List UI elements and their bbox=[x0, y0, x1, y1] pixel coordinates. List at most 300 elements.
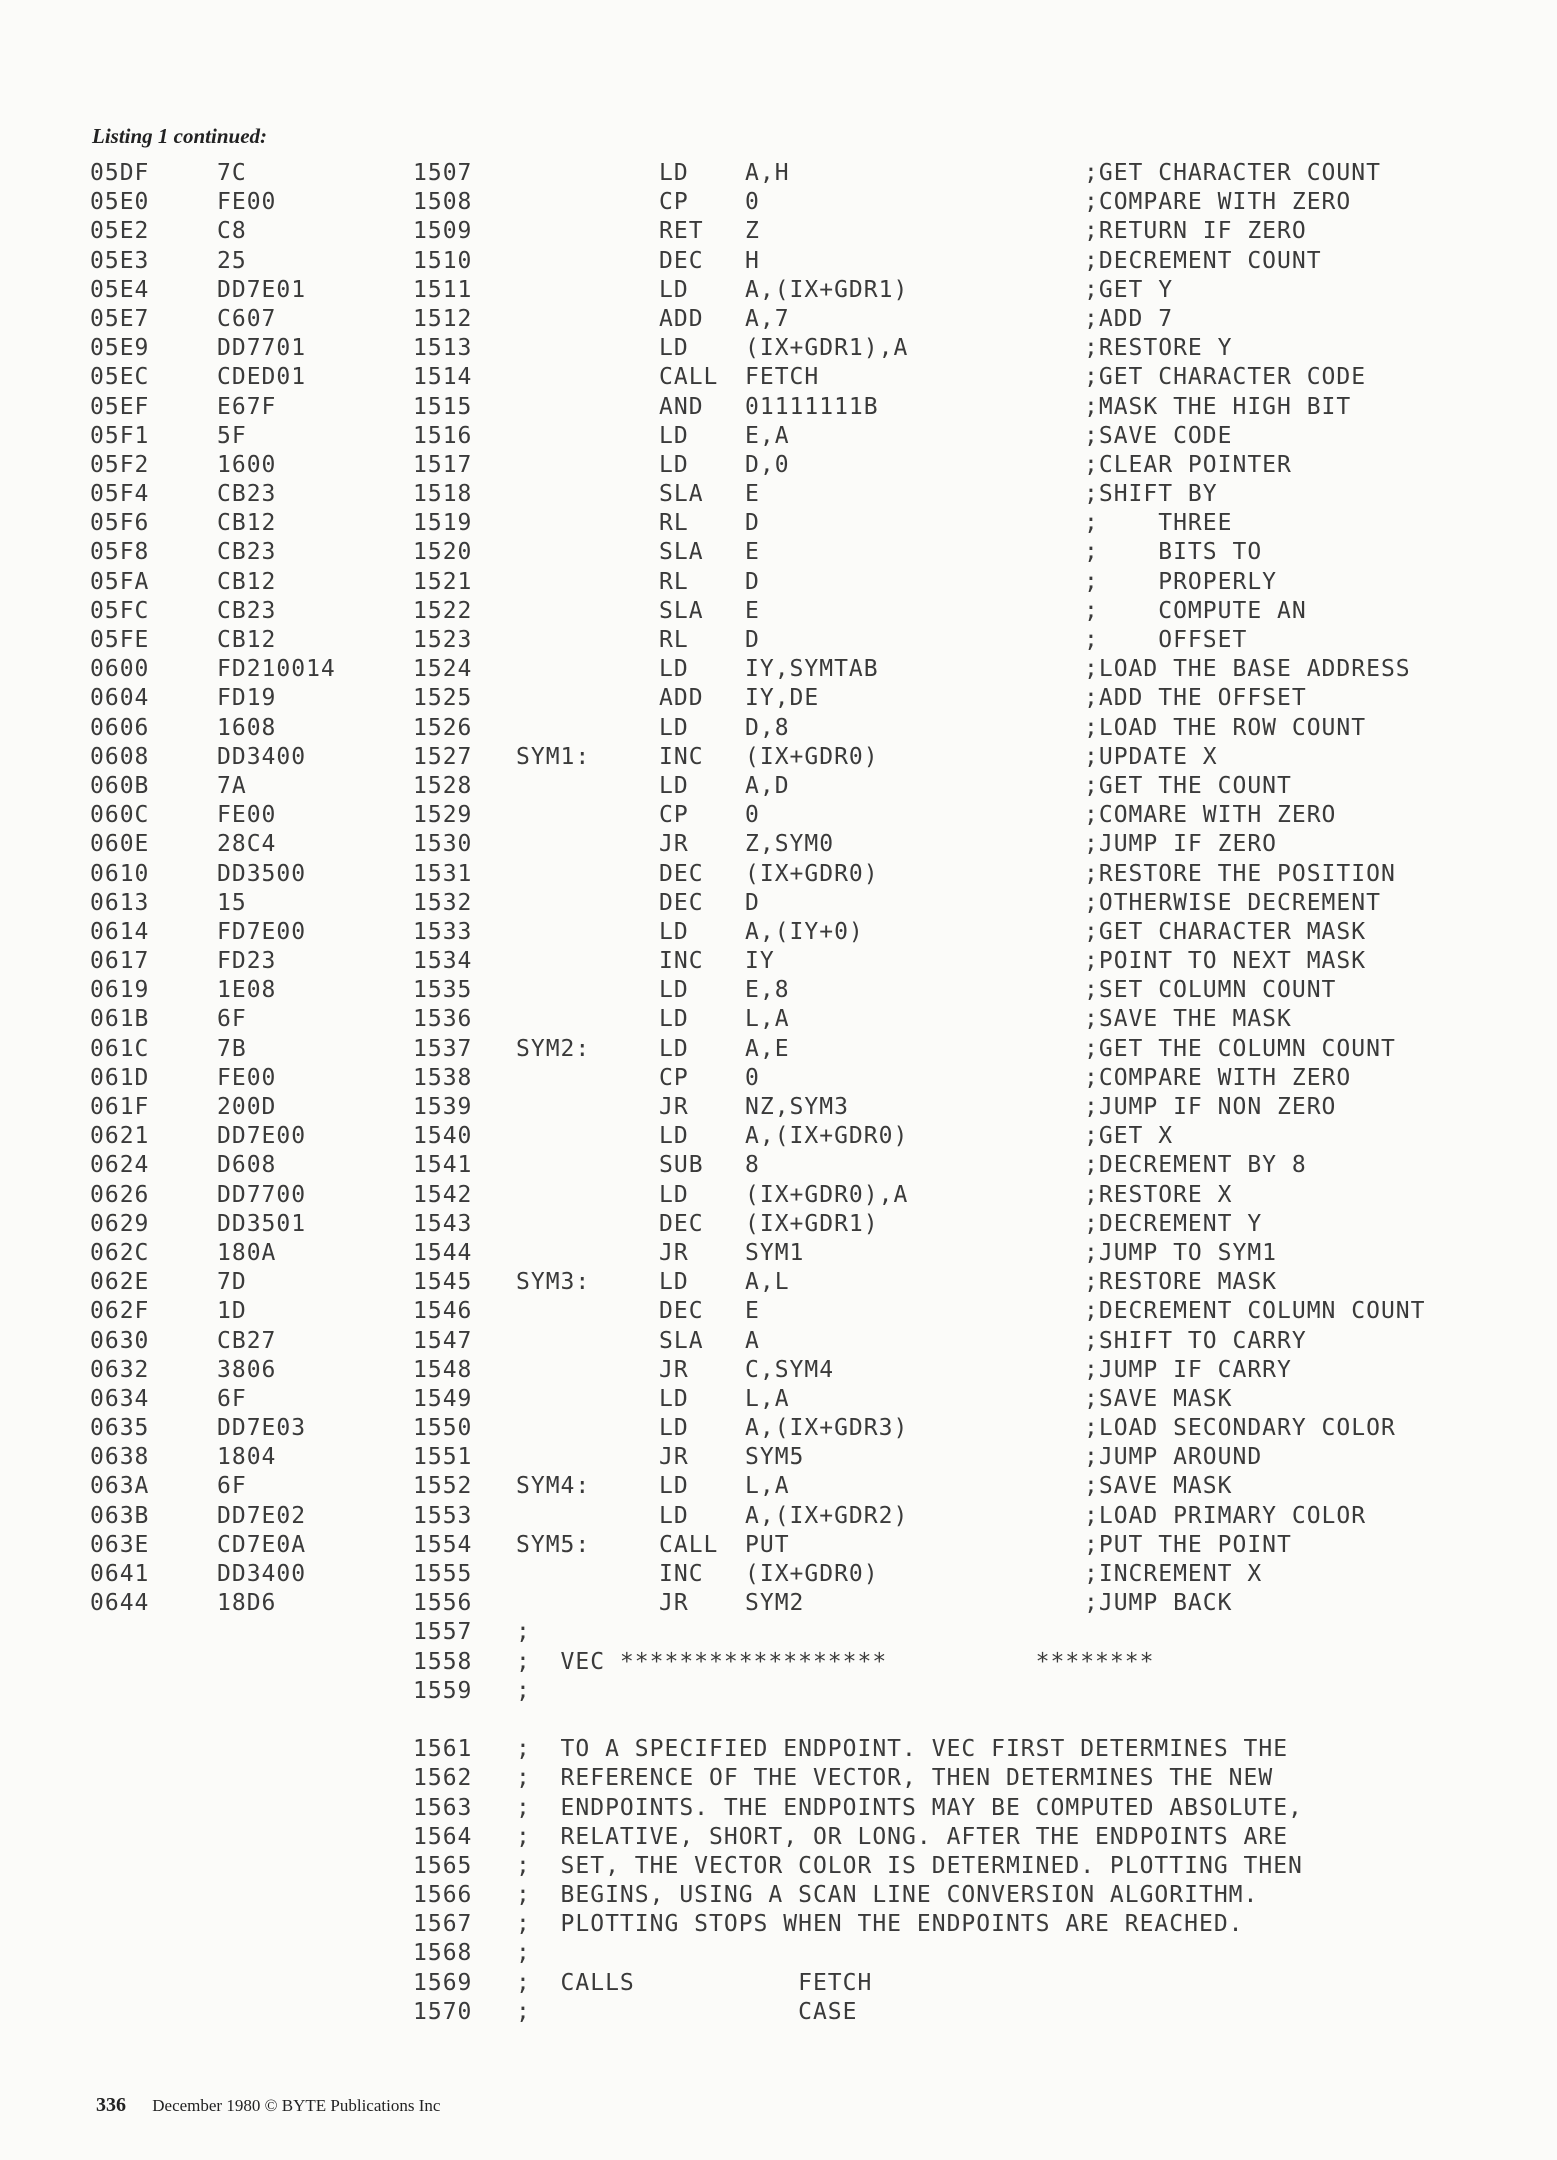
object-code: DD7700 bbox=[217, 1181, 307, 1208]
address: 0619 bbox=[90, 977, 150, 1004]
address: 062C bbox=[90, 1239, 150, 1266]
operand: (IX+GDR0),A bbox=[745, 1181, 909, 1208]
object-code: 200D bbox=[217, 1094, 277, 1120]
comment: ;LOAD PRIMARY COLOR bbox=[1084, 1502, 1367, 1529]
operand: D,8 bbox=[745, 714, 790, 741]
address: 0632 bbox=[90, 1356, 150, 1383]
comment: ;RESTORE X bbox=[1084, 1181, 1233, 1208]
address: 0600 bbox=[90, 656, 150, 683]
line-number: 1513 bbox=[413, 335, 473, 362]
comment-text: ; bbox=[516, 1940, 531, 1967]
address: 05F4 bbox=[90, 481, 150, 508]
operand: D bbox=[745, 627, 760, 653]
comment: ;SHIFT BY bbox=[1084, 481, 1218, 508]
line-number: 1535 bbox=[413, 977, 473, 1004]
line-number: 1522 bbox=[413, 597, 473, 624]
line-number: 1554 bbox=[413, 1531, 473, 1558]
operand: Z,SYM0 bbox=[745, 831, 835, 858]
comment: ;ADD THE OFFSET bbox=[1084, 685, 1307, 712]
object-code: 28C4 bbox=[217, 831, 277, 858]
comment: ; THREE bbox=[1084, 510, 1233, 537]
comment: ;SAVE CODE bbox=[1084, 422, 1233, 449]
comment: ;LOAD SECONDARY COLOR bbox=[1084, 1415, 1396, 1442]
comment: ;GET CHARACTER COUNT bbox=[1084, 160, 1381, 186]
line-number: 1545 bbox=[413, 1269, 473, 1296]
operand: IY,SYMTAB bbox=[745, 656, 879, 683]
address: 060E bbox=[90, 831, 150, 858]
opcode: DEC bbox=[659, 1210, 704, 1237]
line-number: 1562 bbox=[413, 1765, 473, 1792]
comment: ;CLEAR POINTER bbox=[1084, 451, 1292, 478]
operand: A,L bbox=[745, 1269, 790, 1296]
object-code: 1804 bbox=[217, 1444, 277, 1471]
opcode: LD bbox=[659, 1123, 689, 1150]
address: 05EF bbox=[90, 393, 150, 420]
comment: ;SHIFT TO CARRY bbox=[1084, 1327, 1307, 1354]
operand: A,D bbox=[745, 772, 790, 799]
operand: D bbox=[745, 568, 760, 595]
operand: 0 bbox=[745, 802, 760, 829]
line-number: 1516 bbox=[413, 422, 473, 449]
object-code: FD210014 bbox=[217, 656, 336, 683]
operand: IY,DE bbox=[745, 685, 820, 712]
object-code: 1D bbox=[217, 1298, 247, 1325]
opcode: SLA bbox=[659, 597, 704, 624]
address: 0614 bbox=[90, 918, 150, 945]
opcode: ADD bbox=[659, 685, 704, 712]
address: 0638 bbox=[90, 1444, 150, 1471]
line-number: 1542 bbox=[413, 1181, 473, 1208]
line-number: 1536 bbox=[413, 1006, 473, 1033]
operand: C,SYM4 bbox=[745, 1356, 835, 1383]
address: 0617 bbox=[90, 948, 150, 975]
comment: ;LOAD THE BASE ADDRESS bbox=[1084, 656, 1411, 683]
line-number: 1517 bbox=[413, 451, 473, 478]
address: 061B bbox=[90, 1006, 150, 1033]
line-number: 1507 bbox=[413, 160, 473, 186]
operand: (IX+GDR0) bbox=[745, 860, 879, 887]
comment: ;SET COLUMN COUNT bbox=[1084, 977, 1337, 1004]
opcode: RL bbox=[659, 568, 689, 595]
line-number: 1523 bbox=[413, 627, 473, 653]
object-code: 6F bbox=[217, 1385, 247, 1412]
object-code: DD7E01 bbox=[217, 276, 307, 303]
address: 063A bbox=[90, 1473, 150, 1500]
comment: ;MASK THE HIGH BIT bbox=[1084, 393, 1352, 420]
operand: L,A bbox=[745, 1385, 790, 1412]
address: 05E2 bbox=[90, 218, 150, 245]
object-code: FD7E00 bbox=[217, 918, 307, 945]
line-number: 1532 bbox=[413, 889, 473, 916]
comment: ;GET Y bbox=[1084, 276, 1174, 303]
operand: A,(IX+GDR3) bbox=[745, 1415, 909, 1442]
address: 05F6 bbox=[90, 510, 150, 537]
comment: ;SAVE MASK bbox=[1084, 1385, 1233, 1412]
line-number: 1561 bbox=[413, 1736, 473, 1763]
address: 05E4 bbox=[90, 276, 150, 303]
address: 0644 bbox=[90, 1590, 150, 1617]
comment: ;GET X bbox=[1084, 1123, 1174, 1150]
operand: Z bbox=[745, 218, 760, 245]
opcode: DEC bbox=[659, 1298, 704, 1325]
operand: 0 bbox=[745, 1064, 760, 1091]
opcode: LD bbox=[659, 335, 689, 362]
line-number: 1564 bbox=[413, 1823, 473, 1850]
comment: ; BITS TO bbox=[1084, 539, 1263, 566]
comment: ;INCREMENT X bbox=[1084, 1561, 1263, 1587]
opcode: LD bbox=[659, 714, 689, 741]
object-code: DD7701 bbox=[217, 335, 307, 362]
comment: ;SAVE MASK bbox=[1084, 1473, 1233, 1500]
operand: H bbox=[745, 247, 760, 274]
label: SYM5: bbox=[516, 1531, 591, 1558]
operand: E,A bbox=[745, 422, 790, 449]
line-number: 1543 bbox=[413, 1210, 473, 1237]
opcode: INC bbox=[659, 743, 704, 770]
operand: A,(IY+0) bbox=[745, 918, 864, 945]
address: 0641 bbox=[90, 1561, 150, 1587]
opcode: LD bbox=[659, 160, 689, 186]
line-number: 1550 bbox=[413, 1415, 473, 1442]
operand: IY bbox=[745, 948, 775, 975]
opcode: LD bbox=[659, 1006, 689, 1033]
comment: ;JUMP BACK bbox=[1084, 1590, 1233, 1617]
opcode: CP bbox=[659, 802, 689, 829]
line-number: 1540 bbox=[413, 1123, 473, 1150]
address: 0634 bbox=[90, 1385, 150, 1412]
line-number: 1520 bbox=[413, 539, 473, 566]
label: SYM2: bbox=[516, 1035, 591, 1062]
line-number: 1527 bbox=[413, 743, 473, 770]
object-code: CB23 bbox=[217, 539, 277, 566]
operand: (IX+GDR0) bbox=[745, 743, 879, 770]
operand: (IX+GDR0) bbox=[745, 1561, 879, 1587]
label: SYM1: bbox=[516, 743, 591, 770]
comment: ;RESTORE Y bbox=[1084, 335, 1233, 362]
label: SYM4: bbox=[516, 1473, 591, 1500]
object-code: 6F bbox=[217, 1473, 247, 1500]
line-number: 1541 bbox=[413, 1152, 473, 1179]
address: 05F2 bbox=[90, 451, 150, 478]
object-code: 15 bbox=[217, 889, 247, 916]
page-number: 336 bbox=[96, 2094, 126, 2116]
comment: ;DECREMENT BY 8 bbox=[1084, 1152, 1307, 1179]
address: 0608 bbox=[90, 743, 150, 770]
opcode: LD bbox=[659, 1035, 689, 1062]
address: 05EC bbox=[90, 364, 150, 391]
address: 05F8 bbox=[90, 539, 150, 566]
object-code: FD23 bbox=[217, 948, 277, 975]
address: 05F1 bbox=[90, 422, 150, 449]
comment: ;COMARE WITH ZERO bbox=[1084, 802, 1337, 829]
object-code: DD7E02 bbox=[217, 1502, 307, 1529]
comment-text: ; VEC ****************** ******** bbox=[516, 1648, 1155, 1675]
object-code: 5F bbox=[217, 422, 247, 449]
opcode: INC bbox=[659, 1561, 704, 1587]
address: 0624 bbox=[90, 1152, 150, 1179]
line-number: 1531 bbox=[413, 860, 473, 887]
listing-caption: Listing 1 continued: bbox=[92, 124, 268, 148]
line-number: 1511 bbox=[413, 276, 473, 303]
comment: ;GET CHARACTER MASK bbox=[1084, 918, 1367, 945]
opcode: DEC bbox=[659, 247, 704, 274]
opcode: LD bbox=[659, 276, 689, 303]
opcode: RL bbox=[659, 510, 689, 537]
operand: D bbox=[745, 510, 760, 537]
comment-text: ; TO A SPECIFIED ENDPOINT. VEC FIRST DETERMINES THE bbox=[516, 1736, 1289, 1763]
object-code: 1E08 bbox=[217, 977, 277, 1004]
comment: ;JUMP IF ZERO bbox=[1084, 831, 1278, 858]
label: SYM3: bbox=[516, 1269, 591, 1296]
operand: L,A bbox=[745, 1473, 790, 1500]
operand: NZ,SYM3 bbox=[745, 1094, 849, 1120]
operand: SYM2 bbox=[745, 1590, 805, 1617]
line-number: 1519 bbox=[413, 510, 473, 537]
object-code: CB12 bbox=[217, 568, 277, 595]
operand: L,A bbox=[745, 1006, 790, 1033]
object-code: 180A bbox=[217, 1239, 277, 1266]
comment-text: ; PLOTTING STOPS WHEN THE ENDPOINTS ARE REACHED. bbox=[516, 1911, 1244, 1938]
address: 05E7 bbox=[90, 305, 150, 332]
object-code: C8 bbox=[217, 218, 247, 245]
address: 0621 bbox=[90, 1123, 150, 1150]
line-number: 1568 bbox=[413, 1940, 473, 1967]
opcode: DEC bbox=[659, 889, 704, 916]
object-code: FE00 bbox=[217, 189, 277, 216]
line-number: 1514 bbox=[413, 364, 473, 391]
line-number: 1555 bbox=[413, 1561, 473, 1587]
line-number: 1548 bbox=[413, 1356, 473, 1383]
line-number: 1552 bbox=[413, 1473, 473, 1500]
address: 061D bbox=[90, 1064, 150, 1091]
address: 05FA bbox=[90, 568, 150, 595]
object-code: 25 bbox=[217, 247, 247, 274]
comment: ;GET THE COUNT bbox=[1084, 772, 1292, 799]
opcode: LD bbox=[659, 918, 689, 945]
line-number: 1546 bbox=[413, 1298, 473, 1325]
opcode: JR bbox=[659, 1239, 689, 1266]
comment: ; PROPERLY bbox=[1084, 568, 1278, 595]
comment: ;UPDATE X bbox=[1084, 743, 1218, 770]
opcode: JR bbox=[659, 1356, 689, 1383]
comment: ;JUMP TO SYM1 bbox=[1084, 1239, 1278, 1266]
object-code: 3806 bbox=[217, 1356, 277, 1383]
opcode: LD bbox=[659, 772, 689, 799]
line-number: 1510 bbox=[413, 247, 473, 274]
line-number: 1533 bbox=[413, 918, 473, 945]
object-code: 1600 bbox=[217, 451, 277, 478]
address: 063B bbox=[90, 1502, 150, 1529]
comment-text: ; BEGINS, USING A SCAN LINE CONVERSION ALGORITHM. bbox=[516, 1882, 1259, 1909]
address: 0635 bbox=[90, 1415, 150, 1442]
line-number: 1563 bbox=[413, 1794, 473, 1821]
opcode: INC bbox=[659, 948, 704, 975]
line-number: 1547 bbox=[413, 1327, 473, 1354]
object-code: DD3400 bbox=[217, 1561, 307, 1587]
comment: ;RETURN IF ZERO bbox=[1084, 218, 1307, 245]
opcode: AND bbox=[659, 393, 704, 420]
address: 05E9 bbox=[90, 335, 150, 362]
comment: ;POINT TO NEXT MASK bbox=[1084, 948, 1367, 975]
operand: E bbox=[745, 539, 760, 566]
object-code: CB12 bbox=[217, 510, 277, 537]
address: 0606 bbox=[90, 714, 150, 741]
object-code: CB23 bbox=[217, 597, 277, 624]
operand: A bbox=[745, 1327, 760, 1354]
comment: ;JUMP AROUND bbox=[1084, 1444, 1263, 1471]
address: 0629 bbox=[90, 1210, 150, 1237]
operand: A,7 bbox=[745, 305, 790, 332]
object-code: 1608 bbox=[217, 714, 277, 741]
object-code: 7B bbox=[217, 1035, 247, 1062]
opcode: DEC bbox=[659, 860, 704, 887]
line-number: 1539 bbox=[413, 1094, 473, 1120]
comment: ;COMPARE WITH ZERO bbox=[1084, 189, 1352, 216]
address: 0630 bbox=[90, 1327, 150, 1354]
opcode: CALL bbox=[659, 364, 719, 391]
comment: ;LOAD THE ROW COUNT bbox=[1084, 714, 1367, 741]
line-number: 1557 bbox=[413, 1619, 473, 1646]
opcode: RET bbox=[659, 218, 704, 245]
operand: 01111111B bbox=[745, 393, 879, 420]
comment-text: ; RELATIVE, SHORT, OR LONG. AFTER THE ENDPOINTS ARE bbox=[516, 1823, 1289, 1850]
object-code: DD7E00 bbox=[217, 1123, 307, 1150]
opcode: LD bbox=[659, 451, 689, 478]
line-number: 1567 bbox=[413, 1911, 473, 1938]
object-code: 7C bbox=[217, 160, 247, 186]
object-code: E67F bbox=[217, 393, 277, 420]
comment: ;DECREMENT Y bbox=[1084, 1210, 1263, 1237]
address: 061F bbox=[90, 1094, 150, 1120]
opcode: JR bbox=[659, 1094, 689, 1120]
object-code: FE00 bbox=[217, 1064, 277, 1091]
object-code: DD3501 bbox=[217, 1210, 307, 1237]
operand: A,H bbox=[745, 160, 790, 186]
line-number: 1537 bbox=[413, 1035, 473, 1062]
opcode: LD bbox=[659, 656, 689, 683]
address: 05E3 bbox=[90, 247, 150, 274]
opcode: SLA bbox=[659, 1327, 704, 1354]
line-number: 1525 bbox=[413, 685, 473, 712]
object-code: D608 bbox=[217, 1152, 277, 1179]
operand: E bbox=[745, 597, 760, 624]
line-number: 1512 bbox=[413, 305, 473, 332]
comment-text: ; CASE bbox=[516, 1998, 858, 2025]
object-code: FE00 bbox=[217, 802, 277, 829]
address: 062E bbox=[90, 1269, 150, 1296]
line-number: 1515 bbox=[413, 393, 473, 420]
operand: 0 bbox=[745, 189, 760, 216]
opcode: JR bbox=[659, 1590, 689, 1617]
comment: ;ADD 7 bbox=[1084, 305, 1174, 332]
opcode: SUB bbox=[659, 1152, 704, 1179]
operand: A,E bbox=[745, 1035, 790, 1062]
line-number: 1524 bbox=[413, 656, 473, 683]
object-code: 7A bbox=[217, 772, 247, 799]
opcode: RL bbox=[659, 627, 689, 653]
comment: ;DECREMENT COUNT bbox=[1084, 247, 1322, 274]
opcode: CP bbox=[659, 189, 689, 216]
line-number: 1529 bbox=[413, 802, 473, 829]
object-code: CB12 bbox=[217, 627, 277, 653]
line-number: 1528 bbox=[413, 772, 473, 799]
comment: ;RESTORE THE POSITION bbox=[1084, 860, 1396, 887]
operand: 8 bbox=[745, 1152, 760, 1179]
line-number: 1521 bbox=[413, 568, 473, 595]
opcode: LD bbox=[659, 1502, 689, 1529]
address: 05DF bbox=[90, 160, 150, 186]
line-number: 1549 bbox=[413, 1385, 473, 1412]
opcode: LD bbox=[659, 1473, 689, 1500]
line-number: 1551 bbox=[413, 1444, 473, 1471]
line-number: 1566 bbox=[413, 1882, 473, 1909]
address: 0610 bbox=[90, 860, 150, 887]
opcode: SLA bbox=[659, 481, 704, 508]
line-number: 1508 bbox=[413, 189, 473, 216]
line-number: 1530 bbox=[413, 831, 473, 858]
operand: E,8 bbox=[745, 977, 790, 1004]
opcode: LD bbox=[659, 1385, 689, 1412]
line-number: 1565 bbox=[413, 1852, 473, 1879]
line-number: 1558 bbox=[413, 1648, 473, 1675]
object-code: DD3500 bbox=[217, 860, 307, 887]
address: 0626 bbox=[90, 1181, 150, 1208]
object-code: CB23 bbox=[217, 481, 277, 508]
opcode: LD bbox=[659, 977, 689, 1004]
operand: A,(IX+GDR2) bbox=[745, 1502, 909, 1529]
opcode: CALL bbox=[659, 1531, 719, 1558]
opcode: LD bbox=[659, 1269, 689, 1296]
object-code: DD7E03 bbox=[217, 1415, 307, 1442]
comment-text: ; bbox=[516, 1677, 531, 1704]
opcode: JR bbox=[659, 1444, 689, 1471]
operand: E bbox=[745, 1298, 760, 1325]
line-number: 1559 bbox=[413, 1677, 473, 1704]
line-number: 1570 bbox=[413, 1998, 473, 2025]
operand: (IX+GDR1),A bbox=[745, 335, 909, 362]
comment-text: ; ENDPOINTS. THE ENDPOINTS MAY BE COMPUTED ABSOLUTE, bbox=[516, 1794, 1303, 1821]
comment: ;COMPARE WITH ZERO bbox=[1084, 1064, 1352, 1091]
line-number: 1538 bbox=[413, 1064, 473, 1091]
object-code: CB27 bbox=[217, 1327, 277, 1354]
address: 0613 bbox=[90, 889, 150, 916]
address: 061C bbox=[90, 1035, 150, 1062]
comment-text: ; REFERENCE OF THE VECTOR, THEN DETERMINES THE NEW bbox=[516, 1765, 1274, 1792]
line-number: 1556 bbox=[413, 1590, 473, 1617]
address: 05E0 bbox=[90, 189, 150, 216]
comment: ;GET THE COLUMN COUNT bbox=[1084, 1035, 1396, 1062]
comment: ;OTHERWISE DECREMENT bbox=[1084, 889, 1381, 916]
operand: FETCH bbox=[745, 364, 820, 391]
object-code: CD7E0A bbox=[217, 1531, 307, 1558]
object-code: C607 bbox=[217, 305, 277, 332]
address: 05FC bbox=[90, 597, 150, 624]
line-number: 1569 bbox=[413, 1969, 473, 1996]
operand: A,(IX+GDR0) bbox=[745, 1123, 909, 1150]
footer-credit: December 1980 © BYTE Publications Inc bbox=[152, 2096, 441, 2115]
object-code: 6F bbox=[217, 1006, 247, 1033]
comment: ;GET CHARACTER CODE bbox=[1084, 364, 1367, 391]
opcode: LD bbox=[659, 422, 689, 449]
line-number: 1518 bbox=[413, 481, 473, 508]
line-number: 1553 bbox=[413, 1502, 473, 1529]
opcode: ADD bbox=[659, 305, 704, 332]
opcode: LD bbox=[659, 1415, 689, 1442]
operand: SYM5 bbox=[745, 1444, 805, 1471]
page-footer bbox=[96, 2094, 440, 2117]
operand: PUT bbox=[745, 1531, 790, 1558]
comment: ; COMPUTE AN bbox=[1084, 597, 1307, 624]
